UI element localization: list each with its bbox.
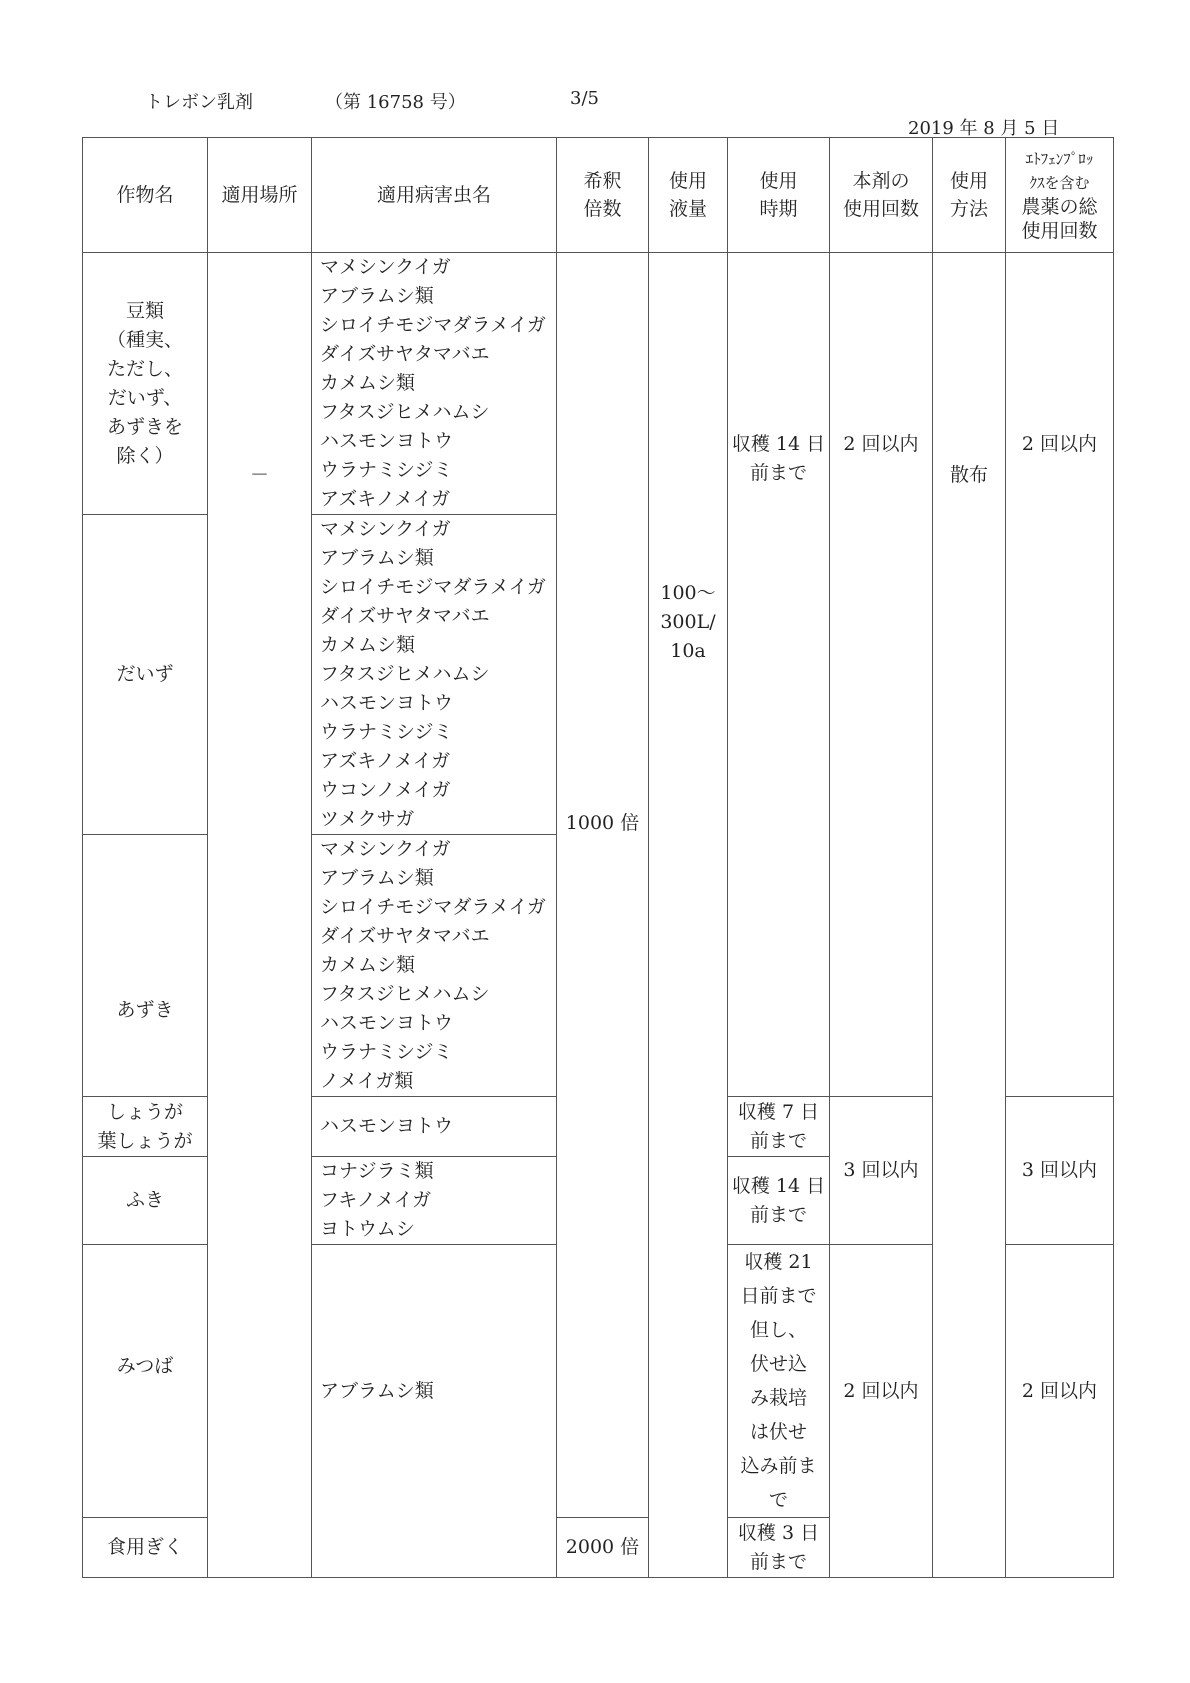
location-cell: － <box>208 253 312 1578</box>
timing-cell: 収穫 14 日 前まで <box>728 1157 830 1245</box>
timing-cell: 収穫 3 日 前まで <box>728 1518 830 1578</box>
dilution-cell: 2000 倍 <box>557 1518 649 1578</box>
crop-cell: だいず <box>83 515 208 835</box>
crop-cell: あずき <box>83 835 208 1097</box>
col-volume-header: 使用 液量 <box>649 138 728 253</box>
count-cell: 3 回以内 <box>830 1097 933 1245</box>
crop-cell: みつば <box>83 1245 208 1518</box>
col-total-header: ｴﾄﾌｪﾝﾌﾟﾛｯ ｸｽを含む 農薬の総 使用回数 <box>1006 138 1114 253</box>
table-header-row <box>83 138 1114 253</box>
crop-cell: 豆類 （種実、 ただし、 だいず、 あずきを 除く） <box>83 253 208 515</box>
col-method-header: 使用 方法 <box>933 138 1006 253</box>
pest-cell: マメシンクイガ アブラムシ類 シロイチモジマダラメイガ ダイズサヤタマバエ カメムシ類 フタスジヒメハムシ ハスモンヨトウ ウラナミシジミ アズキノメイガ ウコンノメイガ ツメクサガ <box>312 515 557 835</box>
volume-cell: 100～ 300L/ 10a <box>649 253 728 1578</box>
registration-number: （第 16758 号） <box>325 92 466 113</box>
total-count-cell: 2 回以内 <box>1006 1245 1114 1578</box>
dilution-cell: 1000 倍 <box>557 253 649 1518</box>
table-row <box>83 253 1114 515</box>
crop-cell: しょうが 葉しょうが <box>83 1097 208 1157</box>
product-name: トレボン乳剤 <box>145 92 253 113</box>
col-timing-header: 使用 時期 <box>728 138 830 253</box>
application-table <box>82 137 1114 1578</box>
col-dilution-header: 希釈 倍数 <box>557 138 649 253</box>
col-count-header: 本剤の 使用回数 <box>830 138 933 253</box>
count-cell: 2 回以内 <box>830 253 933 1097</box>
col-crop-header: 作物名 <box>83 138 208 253</box>
count-cell: 2 回以内 <box>830 1245 933 1578</box>
document-date: 2019 年 8 月 5 日 <box>908 118 1060 139</box>
pest-cell: コナジラミ類 フキノメイガ ヨトウムシ <box>312 1157 557 1245</box>
crop-cell: ふき <box>83 1157 208 1245</box>
timing-cell: 収穫 14 日 前まで <box>728 253 830 1097</box>
pest-cell: マメシンクイガ アブラムシ類 シロイチモジマダラメイガ ダイズサヤタマバエ カメムシ類 フタスジヒメハムシ ハスモンヨトウ ウラナミシジミ アズキノメイガ <box>312 253 557 515</box>
col-pest-header: 適用病害虫名 <box>312 138 557 253</box>
page-number: 3/5 <box>570 88 599 109</box>
timing-cell: 収穫 7 日 前まで <box>728 1097 830 1157</box>
pest-cell: マメシンクイガ アブラムシ類 シロイチモジマダラメイガ ダイズサヤタマバエ カメムシ類 フタスジヒメハムシ ハスモンヨトウ ウラナミシジミ ノメイガ類 <box>312 835 557 1097</box>
total-count-cell: 3 回以内 <box>1006 1097 1114 1245</box>
col-location-header: 適用場所 <box>208 138 312 253</box>
crop-cell: 食用ぎく <box>83 1518 208 1578</box>
method-cell: 散布 <box>933 253 1006 1578</box>
total-count-cell: 2 回以内 <box>1006 253 1114 1097</box>
pest-cell: アブラムシ類 <box>312 1245 557 1578</box>
timing-cell: 収穫 21 日前まで 但し、 伏せ込 み栽培 は伏せ 込み前ま で <box>728 1245 830 1518</box>
pest-cell: ハスモンヨトウ <box>312 1097 557 1157</box>
